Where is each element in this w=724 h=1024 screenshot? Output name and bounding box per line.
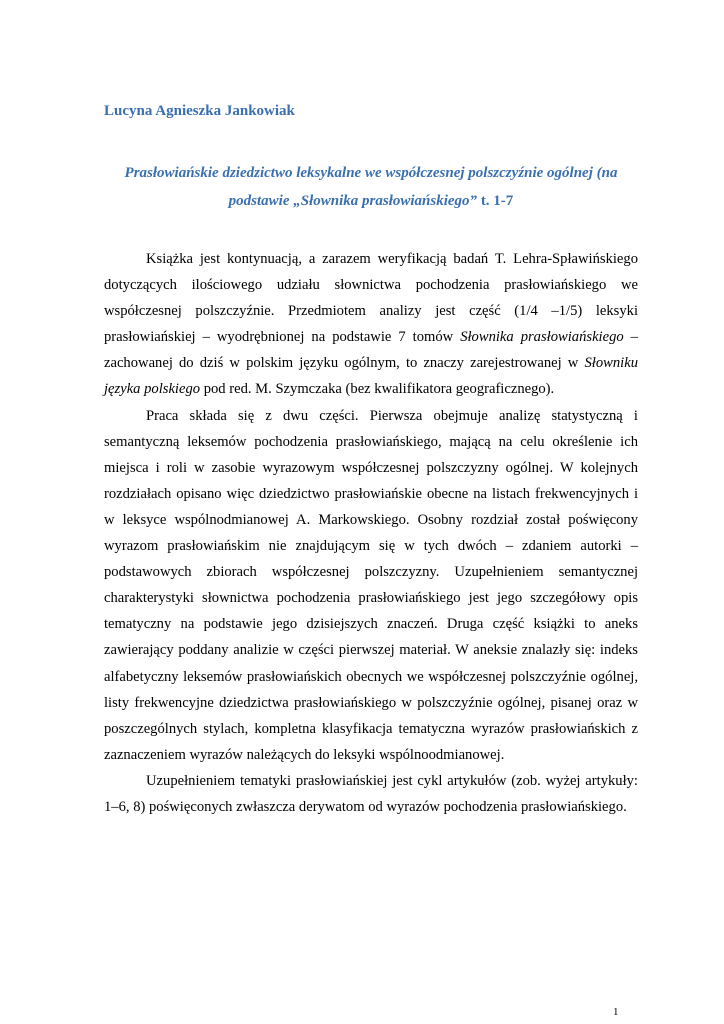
paragraph-1-part-c: – zachowanej do dziś w polskim języku ogólnym, to znaczy zarejestrowanej w [104, 329, 638, 372]
document-title [104, 159, 638, 215]
paragraph-2: Praca składa się z dwu części. Pierwsza obejmuje analizę statystyczną i semantyczną leksemów pochodzenia prasłowiańskiego, mającą na celu określenie ich miejsca i roli w zasobie wyrazowym współczesnej polszczyzny ogólnej. W kolejnych rozdziałach opisano więc dziedzictwo prasłowiańskie obecne na listach frekwencyjnych i w leksyce wspólnodmianowej A. Markowskiego. Osobny rozdział został poświęcony wyrazom prasłowiańskim nie znajdującym się w tych dwóch – zdaniem autorki – podstawowych zbiorach współczesnej polszczyzny. Uzupełnieniem semantycznej charakterystyki słownictwa pochodzenia prasłowiańskiego jest jego szczegółowy opis tematyczny na podstawie jego dzisiejszych znaczeń. Druga część książki to aneks zawierający poddany analizie w części pierwszej materiał. W aneksie znalazły się: indeks alfabetyczny leksemów prasłowiańskich obecnych we współczesnej polszczyźnie ogólnej, listy frekwencyjne dziedzictwa prasłowiańskiego w polszczyźnie ogólnej, pisanej oraz w poszczególnych stylach, kompletna klasyfikacja tematyczna wyrazów prasłowiańskich z zaznaczeniem wyrazów należących do leksyki wspólnoodmianowej. [104, 407, 638, 763]
title-volume: t. 1-7 [477, 193, 514, 209]
title-italic: Prasłowiańskie dziedzictwo leksykalne we współczesnej polszczyźnie ogólnej (na podstawie „Słownika prasłowiańskiego” [124, 165, 618, 209]
page-number: 1 [613, 1006, 619, 1018]
author-name: Lucyna Agnieszka Jankowiak [104, 103, 295, 119]
paragraph-1-part-e: pod red. M. Szymczaka (bez kwalifikatora geograficznego). [200, 381, 555, 398]
paragraph-1-title-ref: Słownika prasłowiańskiego [460, 329, 624, 346]
paragraph-1-part-a: Książka jest kontynuacją, a zarazem weryfikacją badań T. Lehra-Spławińskiego dotyczących ilościowego udziału słownictwa pochodzenia prasłowiańskiego we współczesnej polszczyźnie. Przedmiotem analizy jest część (1/4 –1/5) leksyki prasłowiańskiej – wyodrębnionej na podstawie 7 tomów [104, 251, 638, 346]
paragraph-1 [104, 246, 638, 403]
paragraph-1-dictionary-ref: Słowniku języka polskiego [104, 355, 638, 398]
body-text [104, 246, 638, 820]
paragraph-3: Uzupełnieniem tematyki prasłowiańskiej jest cykl artykułów (zob. wyżej artykuły: 1–6, 8) poświęconych zwłaszcza derywatom od wyrazów pochodzenia prasłowiańskiego. [104, 772, 638, 815]
